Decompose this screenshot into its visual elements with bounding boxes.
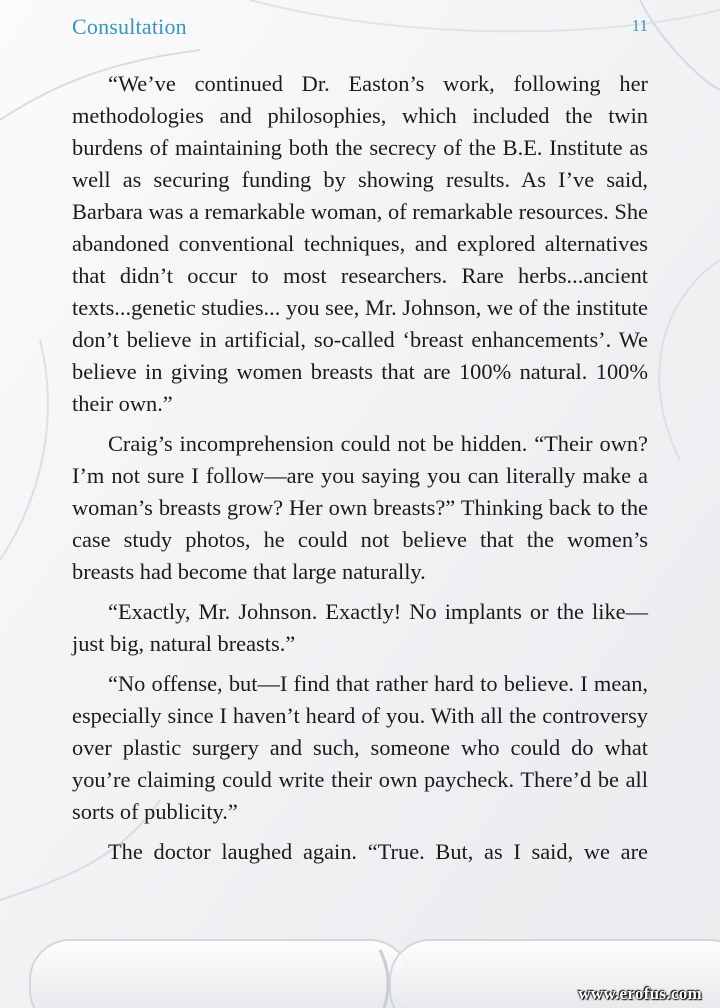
paragraph: “We’ve continued Dr. Easton’s work, following her methodologies and philosophies, which included the twin burdens of maintaining both the secrecy of the B.E. Institute as well as securing funding by showing results. As I’ve said, Barbara was a remarkable woman, of remarkable resources. She abandoned conventional techniques, and explored alternatives that didn’t occur to most researchers. Rare herbs...ancient texts...genetic studies... you see, Mr. Johnson, we of the institute don’t believe in artificial, so-called ‘breast enhancements’. We believe in giving women breasts that are 100% natural. 100% their own.” xyxy=(72,71,648,416)
paragraph: Craig’s incomprehension could not be hidden. “Their own? I’m not sure I follow—are you saying you can literally make a woman’s breasts grow? Her own breasts?” Thinking back to the case study photos, he could not believe that the women’s breasts had become that large naturally. xyxy=(72,431,648,584)
page-number: 11 xyxy=(631,16,648,35)
paragraph: “Exactly, Mr. Johnson. Exactly! No implants or the like—just big, natural breasts.” xyxy=(72,599,648,656)
page-header xyxy=(72,14,648,44)
body-text xyxy=(72,68,648,868)
watermark: www.erofus.com xyxy=(578,984,702,1003)
paragraph: “No offense, but—I find that rather hard to believe. I mean, especially since I haven’t heard of you. With all the controversy over plastic surgery and such, someone who could do what you’re claiming could write their own paycheck. There’d be all sorts of publicity.” xyxy=(72,671,648,824)
paragraph: The doctor laughed again. “True. But, as I said, we are xyxy=(108,839,648,864)
chapter-title: Consultation xyxy=(72,14,187,39)
